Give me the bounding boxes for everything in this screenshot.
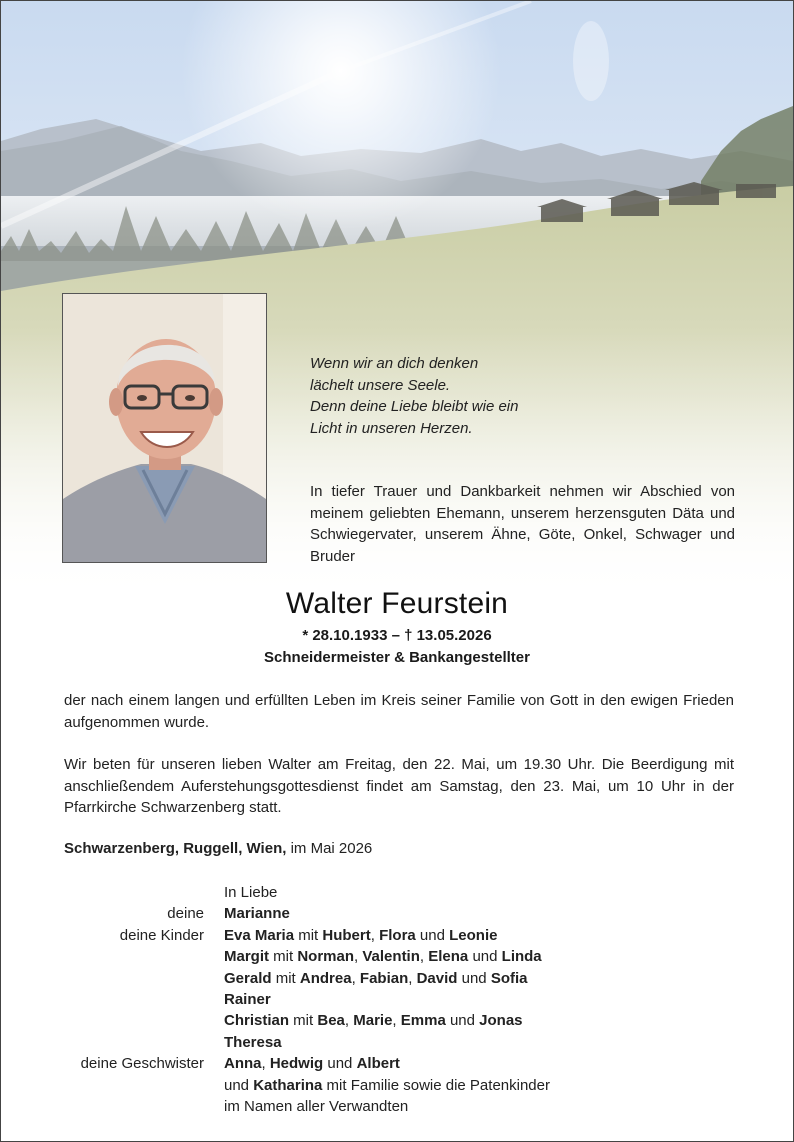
mourner-name: Marie — [353, 1012, 393, 1030]
mourner-name: Gerald — [224, 969, 272, 987]
mourner-relation-label — [64, 1096, 224, 1117]
connector-text: und — [445, 1012, 480, 1030]
mourner-names — [224, 925, 497, 946]
mourner-name: Eva Maria — [224, 926, 295, 944]
mourner-name: Emma — [400, 1012, 446, 1030]
mourner-name: Christian — [224, 1012, 290, 1030]
mourner-names — [224, 903, 290, 924]
mourners-list — [64, 882, 550, 1117]
mourner-name: Andrea — [299, 969, 352, 987]
poem-line: Licht in unseren Herzen. — [310, 419, 473, 437]
connector-text: In Liebe — [224, 884, 278, 901]
poem-line: Denn deine Liebe bleibt wie ein — [310, 398, 519, 415]
mourner-name: Marianne — [224, 905, 290, 923]
mourner-name: Katharina — [253, 1076, 323, 1094]
mourner-names — [224, 1075, 550, 1096]
mourner-names — [224, 1032, 282, 1053]
life-dates: * 28.10.1933 – † 13.05.2026 — [302, 627, 492, 644]
connector-text: und — [468, 948, 502, 966]
connector-text: mit — [294, 926, 323, 944]
mourner-name: Elena — [428, 948, 469, 966]
connector-text: und — [457, 969, 491, 987]
mourner-relation-label — [64, 946, 224, 967]
deceased-name: Walter Feurstein — [285, 587, 509, 620]
connector-text: mit Familie sowie die Patenkinder — [322, 1076, 550, 1094]
mourner-name: Valentin — [362, 948, 420, 966]
mourner-relation-label — [64, 882, 224, 903]
mourner-name: Rainer — [224, 991, 271, 1009]
mourner-relation-label: deine Geschwister — [80, 1055, 204, 1073]
mourner-name: Leonie — [449, 926, 498, 944]
poem — [310, 353, 518, 439]
connector-text: , — [408, 969, 417, 987]
mourner-name: Jonas — [479, 1012, 523, 1030]
mourner-name: Hubert — [322, 926, 371, 944]
mourner-name: Bea — [317, 1012, 345, 1030]
mourner-relation-label — [64, 989, 224, 1010]
place-and-date — [64, 840, 372, 857]
date-text: im Mai 2026 — [286, 840, 373, 857]
mourner-relation-label: deine — [167, 905, 204, 923]
mourner-name: Fabian — [359, 969, 409, 987]
mourner-names — [224, 989, 271, 1010]
poem-line: Wenn wir an dich denken — [310, 355, 479, 372]
connector-text: mit — [271, 969, 300, 987]
mourner-row — [64, 1010, 550, 1031]
paragraph-funeral-details: Wir beten für unseren lieben Walter am Freitag, den 22. Mai, um 19.30 Uhr. Die Beerdigung mit anschließendem Auferstehungsgottesdienst findet am Samstag, den 23. Mai, um 10 Uhr in der Pfarrkirche Schwarzenberg statt. — [64, 756, 734, 816]
mourner-name: Linda — [501, 948, 542, 966]
connector-text: , — [354, 948, 363, 966]
mourner-row — [64, 1075, 550, 1096]
connector-text: , — [261, 1055, 270, 1073]
connector-text: und — [415, 926, 450, 944]
mourner-names — [224, 1010, 523, 1031]
portrait-illustration — [63, 294, 266, 562]
mourner-relation-label — [64, 968, 224, 989]
places: Schwarzenberg, Ruggell, Wien, — [64, 840, 287, 857]
mourner-names — [224, 968, 528, 989]
connector-text: , — [351, 969, 360, 987]
mourner-relation-label — [64, 1010, 224, 1031]
mourner-name: Norman — [297, 948, 355, 966]
mourner-row — [64, 882, 550, 903]
mourner-row — [64, 968, 550, 989]
mourner-name: David — [416, 969, 458, 987]
mourner-row — [64, 989, 550, 1010]
farewell-intro: In tiefer Trauer und Dankbarkeit nehmen wir Abschied von meinem geliebten Ehemann, unserem herzensguten Däta und Schwiegervater, unserem Ähne, Göte, Onkel, Schwager und Bruder — [310, 483, 735, 565]
mourner-name: Flora — [379, 926, 416, 944]
mourner-row — [64, 1032, 550, 1053]
mourner-name: Hedwig — [269, 1055, 324, 1073]
connector-text: , — [419, 948, 429, 966]
mourner-name: Albert — [356, 1055, 400, 1073]
mourner-row — [64, 1053, 550, 1074]
mourner-names — [224, 1096, 408, 1117]
mourner-row — [64, 1096, 550, 1117]
mourner-names — [224, 882, 277, 903]
connector-text: im Namen aller Verwandten — [224, 1098, 409, 1116]
poem-line: lächelt unsere Seele. — [310, 376, 451, 394]
mourner-name: Anna — [224, 1055, 262, 1073]
connector-text: und — [323, 1055, 357, 1073]
mourner-name: Margit — [224, 948, 269, 966]
connector-text: und — [224, 1076, 254, 1094]
connector-text: mit — [289, 1012, 318, 1030]
mourner-name: Sofia — [490, 969, 528, 987]
mourner-row — [64, 903, 550, 924]
mourner-relation-label — [64, 1075, 224, 1096]
mourner-names — [224, 946, 542, 967]
mourner-names — [224, 1053, 400, 1074]
portrait-photo — [62, 293, 267, 563]
mourner-relation-label: deine Kinder — [119, 926, 204, 944]
mourner-relation-label — [64, 1032, 224, 1053]
connector-text: mit — [269, 948, 298, 966]
paragraph-peace: der nach einem langen und erfüllten Leben im Kreis seiner Familie von Gott in den ewigen Frieden aufgenommen wurde. — [64, 692, 734, 731]
mourner-row — [64, 925, 550, 946]
profession: Schneidermeister & Bankangestellter — [264, 649, 530, 666]
connector-text: , — [370, 926, 380, 944]
connector-text: , — [392, 1012, 401, 1030]
connector-text: , — [344, 1012, 354, 1030]
mourner-name: Theresa — [224, 1033, 282, 1051]
mourner-row — [64, 946, 550, 967]
